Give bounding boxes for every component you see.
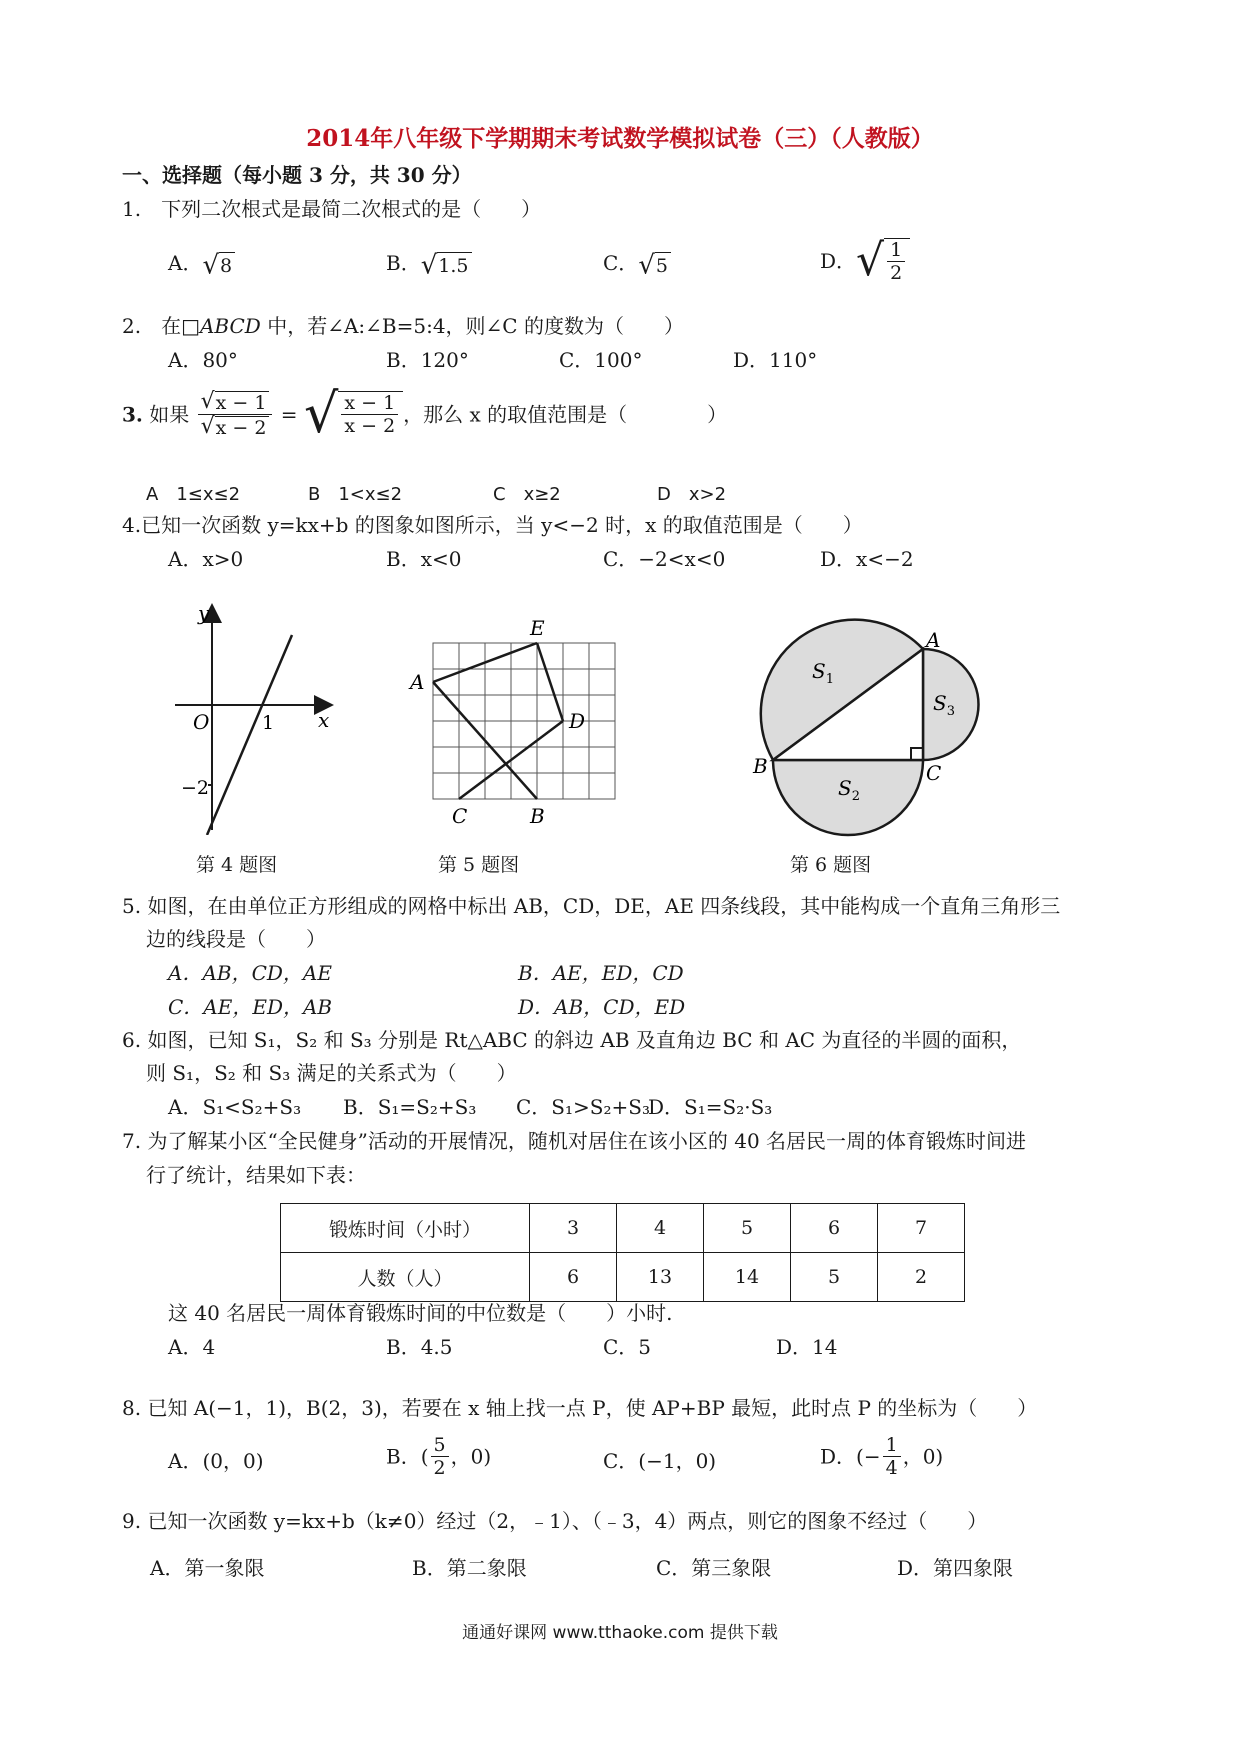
q6-option-d: D．S₁=S₂·S₃	[648, 1095, 773, 1119]
point-e-label: E	[530, 616, 545, 640]
q2-option-c: C．100°	[559, 348, 643, 372]
q3-option-c: C x≥2	[493, 484, 561, 505]
question-9-stem: 9. 已知一次函数 y=kx+b（k≠0）经过（2，﹣1）、（﹣3，4）两点，则它的图象不经过（ ）	[122, 1509, 988, 1533]
question-1-stem: 1. 下列二次根式是最简二次根式的是（ ）	[122, 197, 542, 221]
point-b-label: B	[753, 754, 768, 778]
figure-5-grid	[405, 615, 620, 830]
q8-option-d: D．(− $\frac{1}{4}$ ，0)	[820, 1434, 944, 1479]
question-7-line1: 7. 为了解某小区“全民健身”活动的开展情况，随机对居住在该小区的 40 名居民一周的体育锻炼时间进	[122, 1129, 1027, 1153]
area-s2-label: $S_2$	[838, 776, 860, 804]
table-cell: 13	[617, 1253, 704, 1302]
table-cell: 2	[878, 1253, 965, 1302]
q3-option-a: A 1≤x≤2	[146, 484, 241, 505]
table-cell: 5	[704, 1204, 791, 1253]
tick-label-minus-2: −2	[181, 777, 210, 799]
page-footer: 通通好课网 www.tthaoke.com 提供下载	[462, 1623, 778, 1643]
q7-option-d: D．14	[776, 1335, 838, 1359]
q5-option-b: B．AE，ED，CD	[518, 961, 684, 985]
point-c-label: C	[926, 761, 942, 785]
q9-option-c: C．第三象限	[656, 1556, 772, 1580]
q5-option-d: D．AB，CD，ED	[518, 995, 686, 1019]
q8-option-c: C．(−1，0)	[603, 1449, 717, 1473]
page-title: 2014年八年级下学期期末考试数学模拟试卷（三）（人教版）	[306, 125, 934, 152]
q2-option-d: D．110°	[733, 348, 818, 372]
q4-option-a: A．x>0	[168, 547, 244, 571]
q9-option-a: A．第一象限	[150, 1556, 265, 1580]
figure-6-semicircles	[750, 600, 990, 840]
q8-option-a: A．(0，0)	[168, 1449, 264, 1473]
table-cell: 14	[704, 1253, 791, 1302]
y-label: y	[198, 601, 210, 625]
table-cell: 3	[530, 1204, 617, 1253]
q5-option-a: A．AB，CD，AE	[168, 961, 332, 985]
q3-option-d: D x>2	[657, 484, 727, 505]
q8-option-b: B．( $\frac{5}{2}$ ，0)	[386, 1434, 492, 1479]
q4-option-c: C．−2<x<0	[603, 547, 726, 571]
question-6-line1: 6. 如图，已知 S₁，S₂ 和 S₃ 分别是 Rt△ABC 的斜边 AB 及直角边 BC 和 AC 为直径的半圆的面积，	[122, 1028, 1022, 1052]
q6-option-c: C．S₁>S₂+S₃	[516, 1095, 650, 1119]
q9-option-b: B．第二象限	[412, 1556, 527, 1580]
section-heading: 一、选择题（每小题 3 分，共 30 分）	[122, 163, 472, 187]
figure-4-caption: 第 4 题图	[196, 854, 278, 876]
x-label: x	[318, 708, 330, 732]
q5-option-c: C．AE，ED，AB	[168, 995, 333, 1019]
figure-5-caption: 第 5 题图	[438, 854, 520, 876]
question-3-stem: 3. 如果 $\frac{√x - 1}{√x - 2}$ = √ $\frac{x - 1}{x - 2}$ ，那么 x 的取值范围是（ ）	[122, 382, 728, 446]
question-4-stem: 4.已知一次函数 y=kx+b 的图象如图所示，当 y<−2 时，x 的取值范围是（ ）	[122, 513, 863, 537]
q7-option-c: C．5	[603, 1335, 652, 1359]
area-s3-label: $S_3$	[933, 691, 955, 719]
q3-option-b: B 1<x≤2	[308, 484, 403, 505]
question-5-line1: 5. 如图，在由单位正方形组成的网格中标出 AB，CD，DE，AE 四条线段，其中能构成一个直角三角形三	[122, 894, 1061, 918]
question-5-line2: 边的线段是（ ）	[146, 927, 326, 951]
point-a-label: A	[926, 628, 941, 652]
area-s1-label: $S_1$	[812, 659, 834, 687]
q9-option-d: D．第四象限	[897, 1556, 1014, 1580]
q7-option-b: B．4.5	[386, 1335, 453, 1359]
table-header-cell: 人数（人）	[281, 1253, 530, 1302]
grid-lines	[433, 643, 615, 799]
table-cell: 6	[791, 1204, 878, 1253]
q1-option-c: C．√5	[603, 250, 671, 279]
exercise-time-table	[280, 1203, 965, 1302]
question-7-line2: 行了统计，结果如下表：	[146, 1163, 366, 1187]
q2-option-b: B．120°	[386, 348, 469, 372]
table-header-cell: 锻炼时间（小时）	[281, 1204, 530, 1253]
table-cell: 4	[617, 1204, 704, 1253]
point-a-label: A	[410, 670, 425, 694]
question-2-stem: 2. 在□ABCD 中，若∠A:∠B=5:4，则∠C 的度数为（ ）	[122, 314, 684, 338]
q2-option-a: A．80°	[168, 348, 238, 372]
point-d-label: D	[569, 709, 586, 733]
point-c-label: C	[452, 804, 468, 828]
table-row	[281, 1204, 965, 1253]
origin-label: O	[193, 710, 210, 734]
q1-option-b: B．√1.5	[386, 250, 472, 279]
question-6-line2: 则 S₁，S₂ 和 S₃ 满足的关系式为（ ）	[146, 1061, 517, 1085]
figure-6-caption: 第 6 题图	[790, 854, 872, 876]
point-b-label: B	[530, 804, 545, 828]
table-row	[281, 1253, 965, 1302]
q6-option-a: A．S₁<S₂+S₃	[168, 1095, 302, 1119]
table-cell: 7	[878, 1204, 965, 1253]
segment-ed	[537, 643, 563, 721]
q1-option-a: A．√8	[168, 250, 235, 279]
table-cell: 5	[791, 1253, 878, 1302]
q1-option-d: D．√ $\frac{1}{2}$	[820, 238, 910, 284]
tick-label-1: 1	[262, 712, 275, 734]
q6-option-b: B．S₁=S₂+S₃	[343, 1095, 477, 1119]
question-8-stem: 8. 已知 A(−1，1)，B(2，3)，若要在 x 轴上找一点 P，使 AP+BP 最短，此时点 P 的坐标为（ ）	[122, 1396, 1038, 1420]
question-7-after-table: 这 40 名居民一周体育锻炼时间的中位数是（ ）小时.	[168, 1301, 673, 1325]
table-cell: 6	[530, 1253, 617, 1302]
q4-option-d: D．x<−2	[820, 547, 914, 571]
q7-option-a: A．4	[168, 1335, 216, 1359]
q4-option-b: B．x<0	[386, 547, 462, 571]
figure-4-graph	[160, 595, 350, 835]
function-line	[207, 635, 292, 835]
